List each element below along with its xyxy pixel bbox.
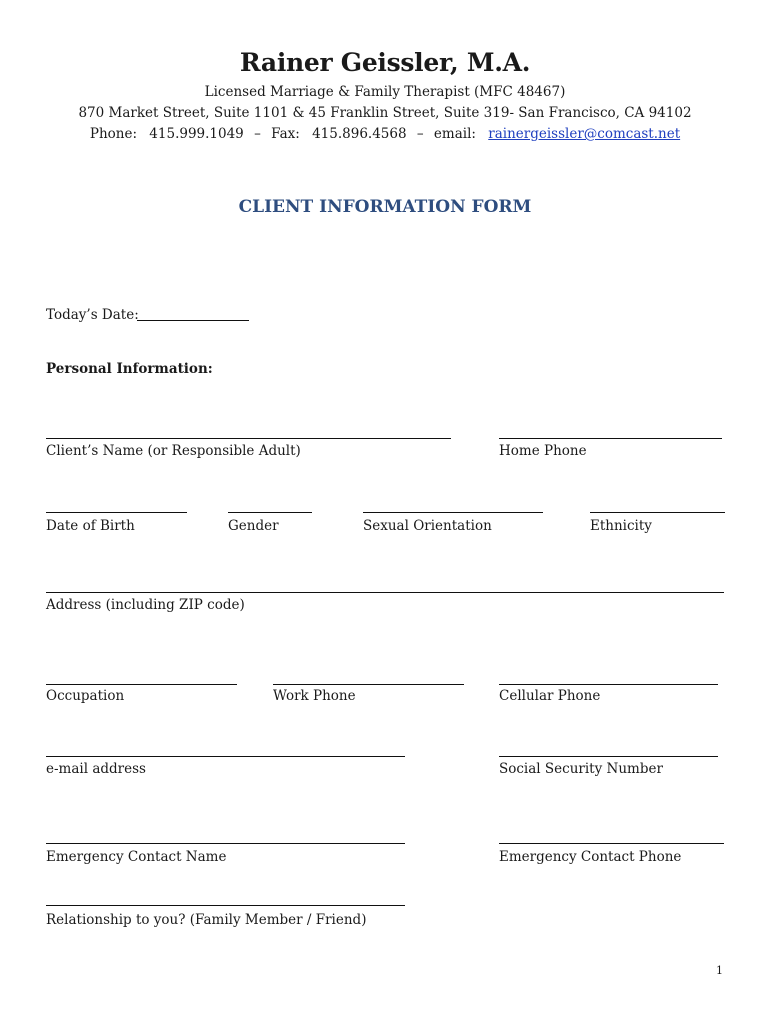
contact-line (0, 126, 770, 142)
ssn-label: Social Security Number (499, 761, 663, 777)
cellular-phone-label: Cellular Phone (499, 688, 601, 704)
email-link[interactable]: rainergeissler@comcast.net (488, 126, 681, 142)
contact-separator: – (254, 126, 261, 142)
sexual-orientation-field[interactable] (363, 512, 543, 513)
therapist-name: Rainer Geissler, M.A. (239, 48, 531, 77)
sexual-orientation-label: Sexual Orientation (363, 518, 492, 534)
home-phone-field[interactable] (499, 438, 722, 439)
home-phone-label: Home Phone (499, 443, 587, 459)
emergency-name-label: Emergency Contact Name (46, 849, 227, 865)
form-title: CLIENT INFORMATION FORM (238, 197, 532, 217)
page-number: 1 (716, 964, 723, 977)
phone-label: Phone: (89, 126, 137, 142)
emergency-name-field[interactable] (46, 843, 405, 844)
address-line: 870 Market Street, Suite 1101 & 45 Franklin Street, Suite 319- San Francisco, CA 94102 (78, 105, 692, 121)
relationship-field[interactable] (46, 905, 405, 906)
phone-number: 415.999.1049 (149, 126, 244, 142)
todays-date-field[interactable] (137, 320, 249, 321)
emergency-phone-field[interactable] (499, 843, 724, 844)
client-name-field[interactable] (46, 438, 451, 439)
cellular-phone-field[interactable] (499, 684, 718, 685)
fax-label: Fax: (271, 126, 300, 142)
license-line: Licensed Marriage & Family Therapist (MFC 48467) (204, 84, 566, 100)
gender-field[interactable] (228, 512, 312, 513)
ethnicity-label: Ethnicity (590, 518, 652, 534)
gender-label: Gender (228, 518, 279, 534)
relationship-label: Relationship to you? (Family Member / Friend) (46, 912, 367, 928)
work-phone-field[interactable] (273, 684, 464, 685)
address-field[interactable] (46, 592, 724, 593)
email-address-label: e-mail address (46, 761, 146, 777)
address-label: Address (including ZIP code) (46, 597, 245, 613)
date-of-birth-field[interactable] (46, 512, 187, 513)
ethnicity-field[interactable] (590, 512, 725, 513)
occupation-field[interactable] (46, 684, 237, 685)
todays-date-label: Today’s Date: (46, 307, 139, 323)
ssn-field[interactable] (499, 756, 718, 757)
contact-separator: – (416, 126, 424, 142)
work-phone-label: Work Phone (273, 688, 356, 704)
email-address-field[interactable] (46, 756, 405, 757)
occupation-label: Occupation (46, 688, 125, 704)
email-label: email: (433, 126, 476, 142)
client-name-label: Client’s Name (or Responsible Adult) (46, 443, 301, 459)
emergency-phone-label: Emergency Contact Phone (499, 849, 682, 865)
personal-info-heading: Personal Information: (46, 361, 213, 377)
fax-number: 415.896.4568 (312, 126, 407, 142)
date-of-birth-label: Date of Birth (46, 518, 135, 534)
